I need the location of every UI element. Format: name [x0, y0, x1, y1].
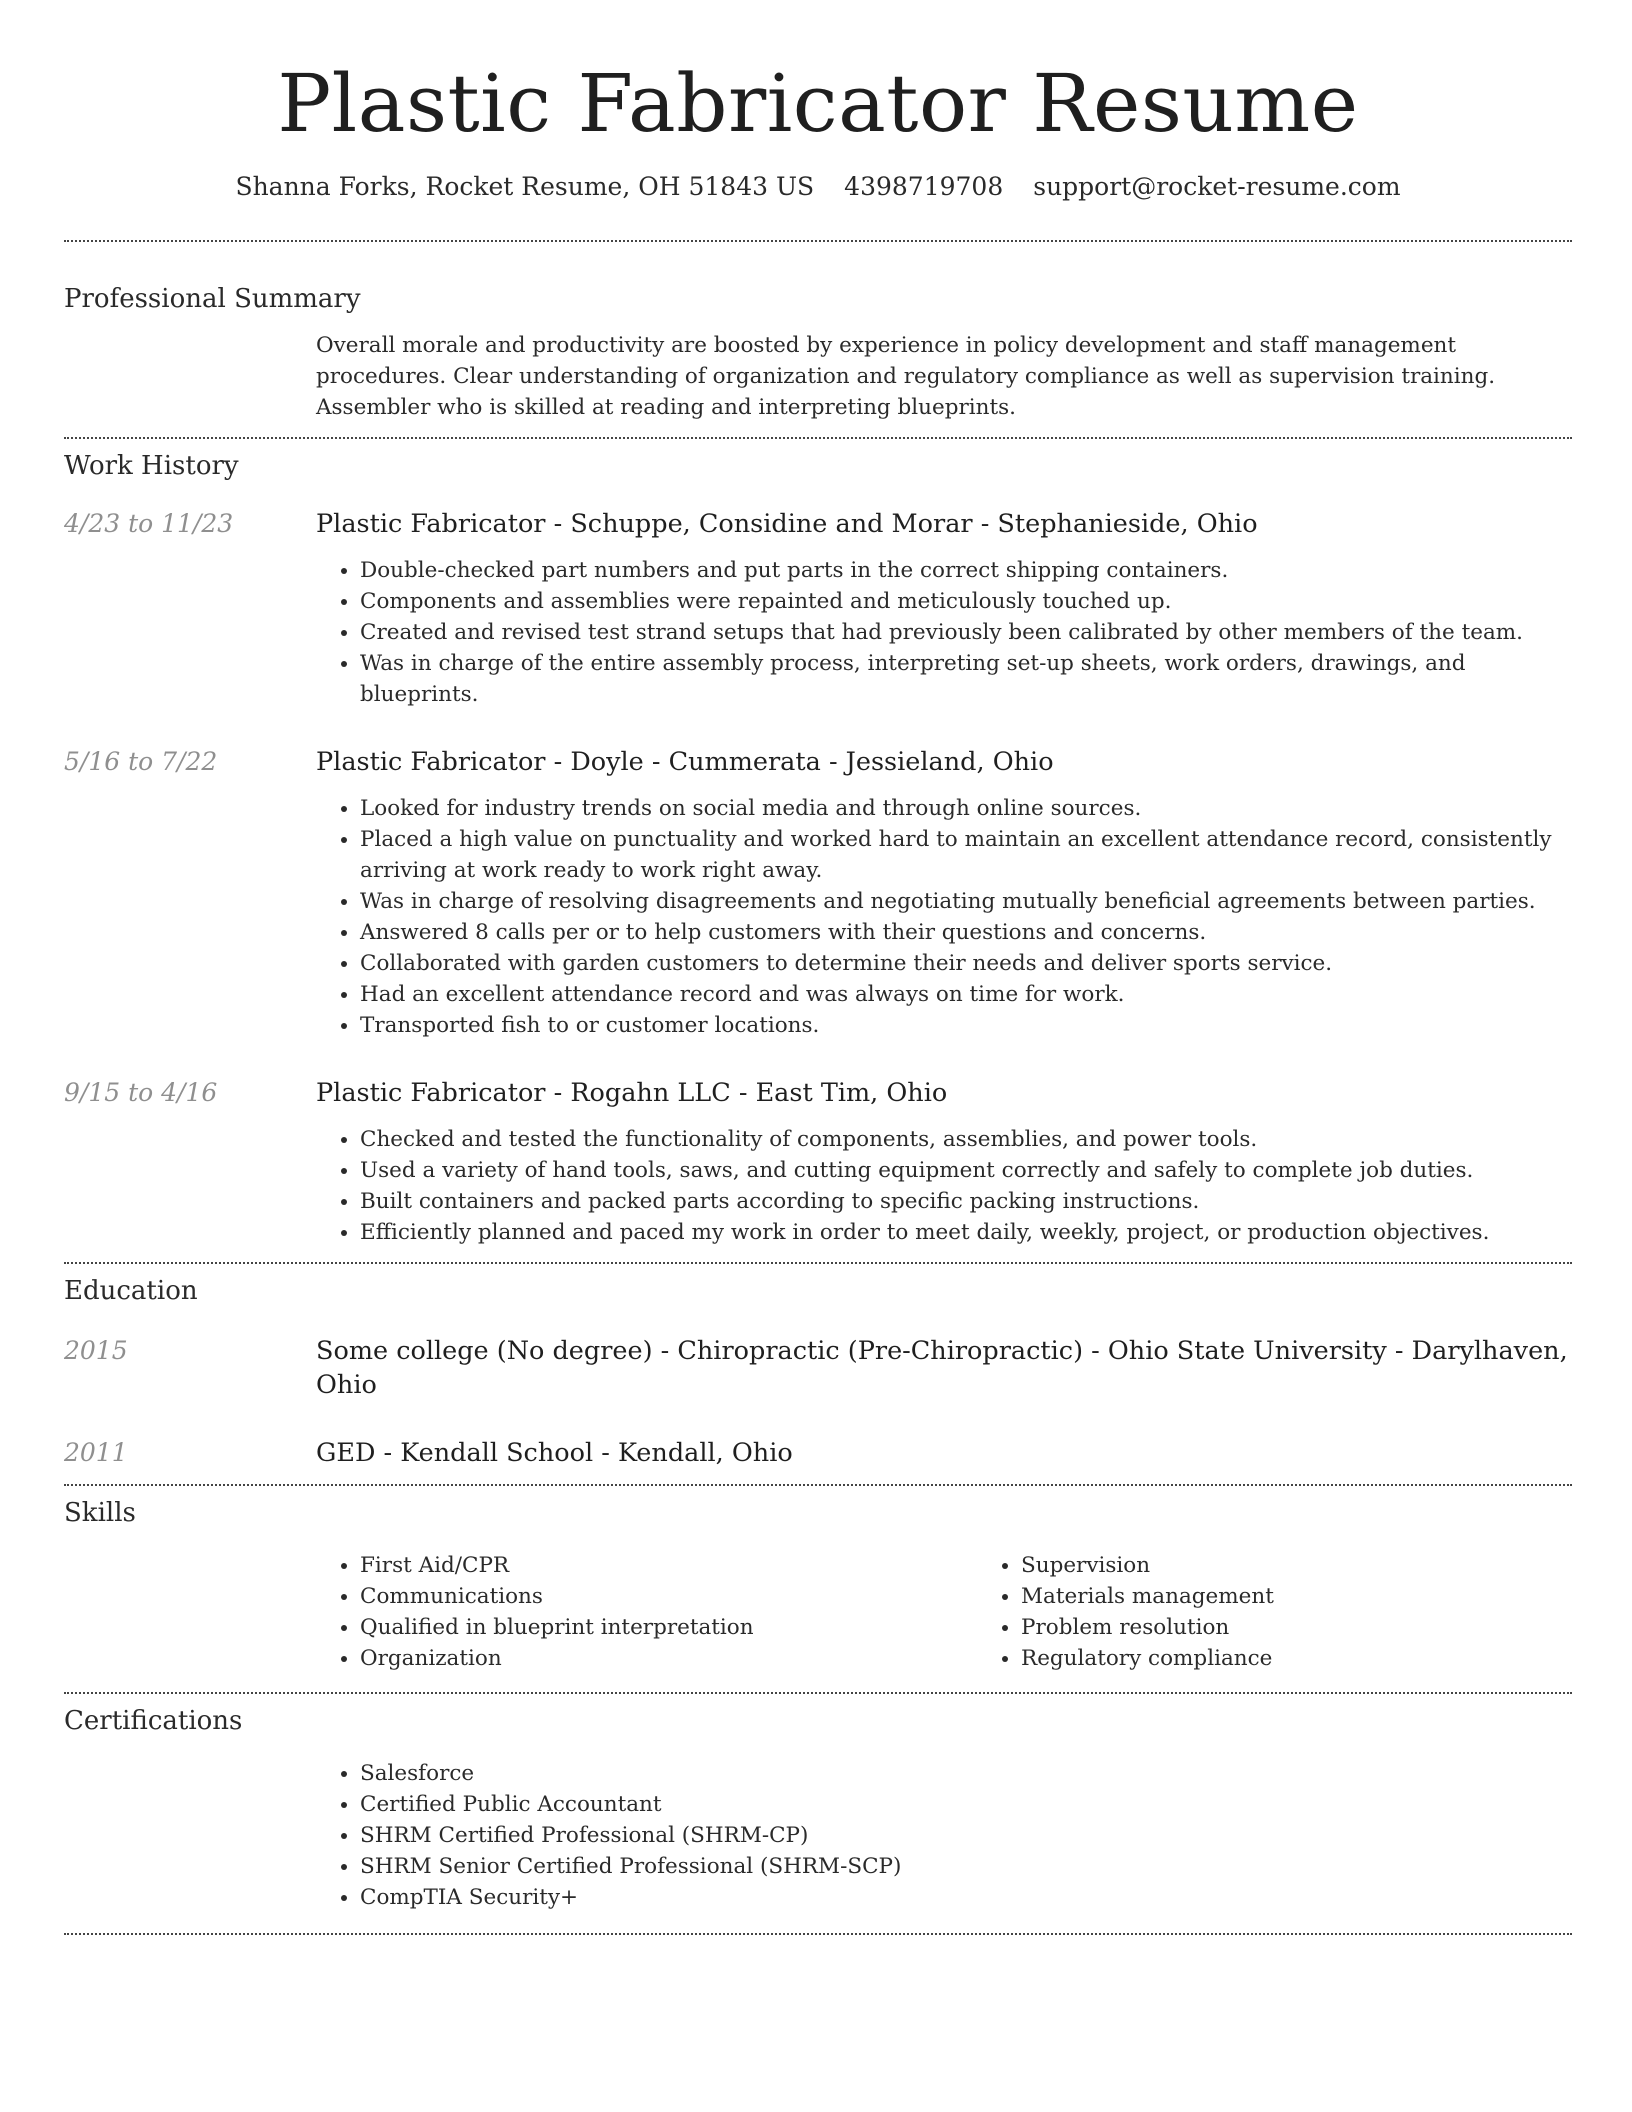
job-heading: Plastic Fabricator - Schuppe, Considine and Morar - Stephanieside, Ohio [316, 509, 1258, 539]
list-item: • Materials management [1021, 1581, 1632, 1612]
list-item: • First Aid/CPR [360, 1550, 977, 1581]
section-title-certifications: Certifications [64, 1706, 243, 1736]
list-item: • Efficiently planned and paced my work in order to meet daily, weekly, project, or production objectives. [360, 1217, 1572, 1248]
work-history-section [64, 449, 1572, 1248]
education-section [64, 1274, 1572, 1470]
section-title-summary: Professional Summary [64, 284, 361, 314]
summary-text: Overall morale and productivity are boosted by experience in policy development and staff management procedures. Clear understanding of organization and regulatory compliance as well as supervision training. Assembler who is skilled at reading and interpreting blueprints. [316, 333, 1496, 420]
list-item: • Problem resolution [1021, 1612, 1632, 1643]
divider [64, 1262, 1572, 1264]
list-item: • Transported fish to or customer locations. [360, 1010, 1572, 1041]
list-item: • Supervision [1021, 1550, 1632, 1581]
divider [64, 437, 1572, 439]
job-bullets [316, 793, 1572, 1041]
education-year: 2015 [64, 1336, 128, 1365]
education-entry [64, 1334, 1572, 1402]
list-item: • Components and assemblies were repainted and meticulously touched up. [360, 586, 1572, 617]
list-item: • Built containers and packed parts according to specific packing instructions. [360, 1186, 1572, 1217]
job-heading: Plastic Fabricator - Doyle - Cummerata - Jessieland, Ohio [316, 747, 1054, 777]
skills-list-right [977, 1550, 1632, 1674]
list-item: • Placed a high value on punctuality and worked hard to maintain an excellent attendance record, consistently arriving at work ready to work right away. [360, 824, 1572, 886]
certifications-list [316, 1758, 1572, 1913]
page-title: Plastic Fabricator Resume [277, 57, 1359, 150]
job-entry [64, 1076, 1572, 1248]
list-item: • Checked and tested the functionality of components, assemblies, and power tools. [360, 1124, 1572, 1155]
skills-list-left [316, 1550, 977, 1674]
list-item: • SHRM Senior Certified Professional (SHRM-SCP) [360, 1851, 1572, 1882]
education-year: 2011 [64, 1438, 128, 1467]
list-item: • Certified Public Accountant [360, 1789, 1572, 1820]
list-item: • CompTIA Security+ [360, 1882, 1572, 1913]
list-item: • Double-checked part numbers and put parts in the correct shipping containers. [360, 555, 1572, 586]
job-entry [64, 507, 1572, 710]
skills-grid [316, 1550, 1632, 1674]
list-item: • Organization [360, 1643, 977, 1674]
list-item: • Collaborated with garden customers to determine their needs and deliver sports service. [360, 948, 1572, 979]
resume-page [64, 0, 1572, 1935]
list-item: • Looked for industry trends on social media and through online sources. [360, 793, 1572, 824]
section-title-work-history: Work History [64, 451, 239, 481]
education-entry [64, 1436, 1572, 1470]
education-heading: Some college (No degree) - Chiropractic (Pre-Chiropractic) - Ohio State University - Darylhaven, Ohio [316, 1336, 1568, 1400]
skills-section [64, 1496, 1572, 1674]
divider [64, 1933, 1572, 1935]
divider [64, 240, 1572, 242]
list-item: • Answered 8 calls per or to help customers with their questions and concerns. [360, 917, 1572, 948]
list-item: • Used a variety of hand tools, saws, and cutting equipment correctly and safely to complete job duties. [360, 1155, 1572, 1186]
certifications-section [64, 1704, 1572, 1913]
divider [64, 1692, 1572, 1694]
list-item: • Was in charge of the entire assembly process, interpreting set-up sheets, work orders, drawings, and blueprints. [360, 648, 1572, 710]
job-bullets [316, 555, 1572, 710]
divider [64, 1484, 1572, 1486]
job-bullets [316, 1124, 1572, 1248]
job-dates: 4/23 to 11/23 [64, 509, 234, 538]
list-item: • Salesforce [360, 1758, 1572, 1789]
section-title-education: Education [64, 1276, 198, 1306]
list-item: • SHRM Certified Professional (SHRM-CP) [360, 1820, 1572, 1851]
contact-email: support@rocket-resume.com [1033, 172, 1401, 201]
list-item: • Was in charge of resolving disagreements and negotiating mutually beneficial agreements between parties. [360, 886, 1572, 917]
contact-line [64, 170, 1572, 204]
job-entry [64, 745, 1572, 1041]
contact-phone: 4398719708 [844, 172, 1004, 201]
list-item: • Regulatory compliance [1021, 1643, 1632, 1674]
job-heading: Plastic Fabricator - Rogahn LLC - East Tim, Ohio [316, 1078, 948, 1108]
education-heading: GED - Kendall School - Kendall, Ohio [316, 1438, 793, 1468]
job-dates: 5/16 to 7/22 [64, 747, 218, 776]
list-item: • Communications [360, 1581, 977, 1612]
contact-address: Shanna Forks, Rocket Resume, OH 51843 US [235, 172, 815, 201]
summary-section [64, 282, 1572, 423]
list-item: • Created and revised test strand setups that had previously been calibrated by other members of the team. [360, 617, 1572, 648]
section-title-skills: Skills [64, 1498, 136, 1528]
list-item: • Had an excellent attendance record and was always on time for work. [360, 979, 1572, 1010]
job-dates: 9/15 to 4/16 [64, 1078, 218, 1107]
list-item: • Qualified in blueprint interpretation [360, 1612, 977, 1643]
